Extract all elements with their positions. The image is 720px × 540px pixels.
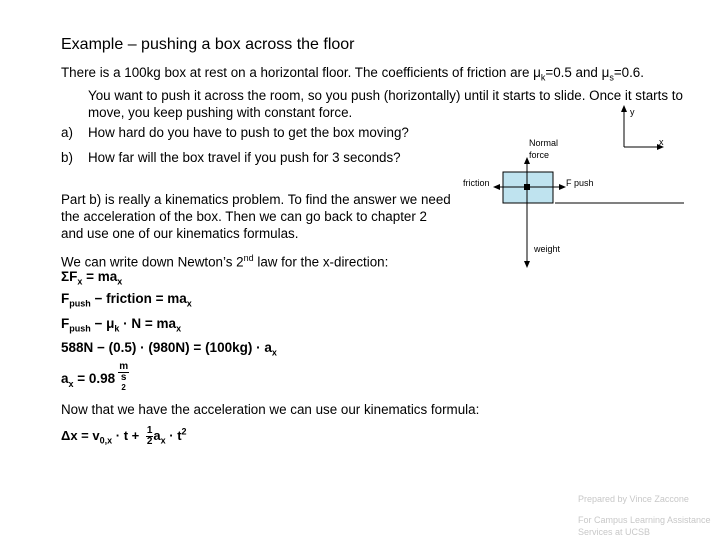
intro-line1-mid: =0.5 and μ xyxy=(545,65,610,80)
kinematics-intro: Now that we have the acceleration we can use our kinematics formula: xyxy=(61,402,480,417)
eq1-a: ΣF xyxy=(61,269,78,284)
friction-label: friction xyxy=(463,178,490,188)
eq3-sub3: x xyxy=(176,323,182,334)
push-force-arrowhead xyxy=(559,184,566,190)
page-title: Example – pushing a box across the floor xyxy=(61,36,355,53)
question-a-text: How hard do you have to push to get the box moving? xyxy=(88,125,409,140)
eq5-sub1: x xyxy=(68,378,74,389)
y-axis-arrowhead xyxy=(621,105,627,112)
kin-sub2: x xyxy=(160,435,166,446)
intro-line2: You want to push it across the room, so you push (horizontally) until it starts to slide. Once it starts to move, you keep pushing with constant force. xyxy=(88,87,683,120)
intro-line1-pre: There is a 100kg box at rest on a horizontal floor. The coefficients of friction are μ xyxy=(61,65,541,80)
eq2-sub2: x xyxy=(186,298,192,309)
eq1-sub1: x xyxy=(77,276,83,287)
half-numerator: 1 xyxy=(146,425,153,436)
eq5-a: a xyxy=(61,371,69,387)
kin-c: a xyxy=(153,427,161,443)
question-b-text: How far will the box travel if you push for 3 seconds? xyxy=(88,150,401,165)
kin-d: · t xyxy=(165,427,182,443)
eq4-sub1: x xyxy=(271,347,277,358)
friction-arrowhead xyxy=(493,184,500,190)
eq3-sub2: k xyxy=(114,323,120,334)
eq3-sub1: push xyxy=(69,323,91,334)
weight-label: weight xyxy=(534,244,561,254)
part-b-paragraph: Part b) is really a kinematics problem. To find the answer we need the acceleration of the box. Then we can go back to chapter 2 and use one of our kinematics formulas. xyxy=(61,192,451,241)
kin-b: · t + xyxy=(112,427,143,443)
normal-force-line2: force xyxy=(529,150,550,160)
kin-a: Δx = v xyxy=(61,427,100,443)
half-denominator: 2 xyxy=(146,436,153,447)
credit-organization: For Campus Learning Assistance Services at UCSB xyxy=(578,515,711,537)
eq3-a: F xyxy=(61,316,70,331)
weight-arrowhead xyxy=(524,261,530,268)
center-of-mass-dot xyxy=(524,184,530,190)
mu-k-subscript: k xyxy=(540,72,546,83)
normal-force-line1: Normal xyxy=(529,138,559,148)
eq3-b: − μ xyxy=(90,316,115,331)
eq1-sub2: x xyxy=(117,276,123,287)
kin-sub1: 0,x xyxy=(99,435,113,446)
units-den-sup: 2 xyxy=(121,383,126,392)
credit-author: Prepared by Vince Zaccone xyxy=(578,494,689,504)
eq5-b: = 0.98 xyxy=(73,371,116,387)
eq2-sub1: push xyxy=(69,298,91,309)
newton-post: law for the x-direction: xyxy=(253,254,389,270)
x-axis-label: x xyxy=(659,137,664,147)
question-b-label: b) xyxy=(61,150,73,165)
eq1-b: = ma xyxy=(82,269,118,284)
newton-sup: nd xyxy=(243,253,254,263)
eq2-a: F xyxy=(61,291,70,306)
push-force-label: F push xyxy=(566,178,594,188)
eq4-a: 588N − (0.5) · (980N) = (100kg) · a xyxy=(61,340,272,355)
newton-pre: We can write down Newton’s 2 xyxy=(61,254,244,270)
units-den-base: s xyxy=(120,372,127,383)
intro-line1-post: =0.6. xyxy=(613,65,644,80)
eq2-b: − friction = ma xyxy=(90,291,187,306)
kin-sup: 2 xyxy=(181,426,187,437)
y-axis-label: y xyxy=(630,107,635,117)
eq3-c: · N = ma xyxy=(119,316,177,331)
normal-force-label xyxy=(529,137,558,161)
mu-s-subscript: s xyxy=(609,72,614,83)
units-numerator: m xyxy=(119,361,129,372)
question-a-label: a) xyxy=(61,125,73,140)
